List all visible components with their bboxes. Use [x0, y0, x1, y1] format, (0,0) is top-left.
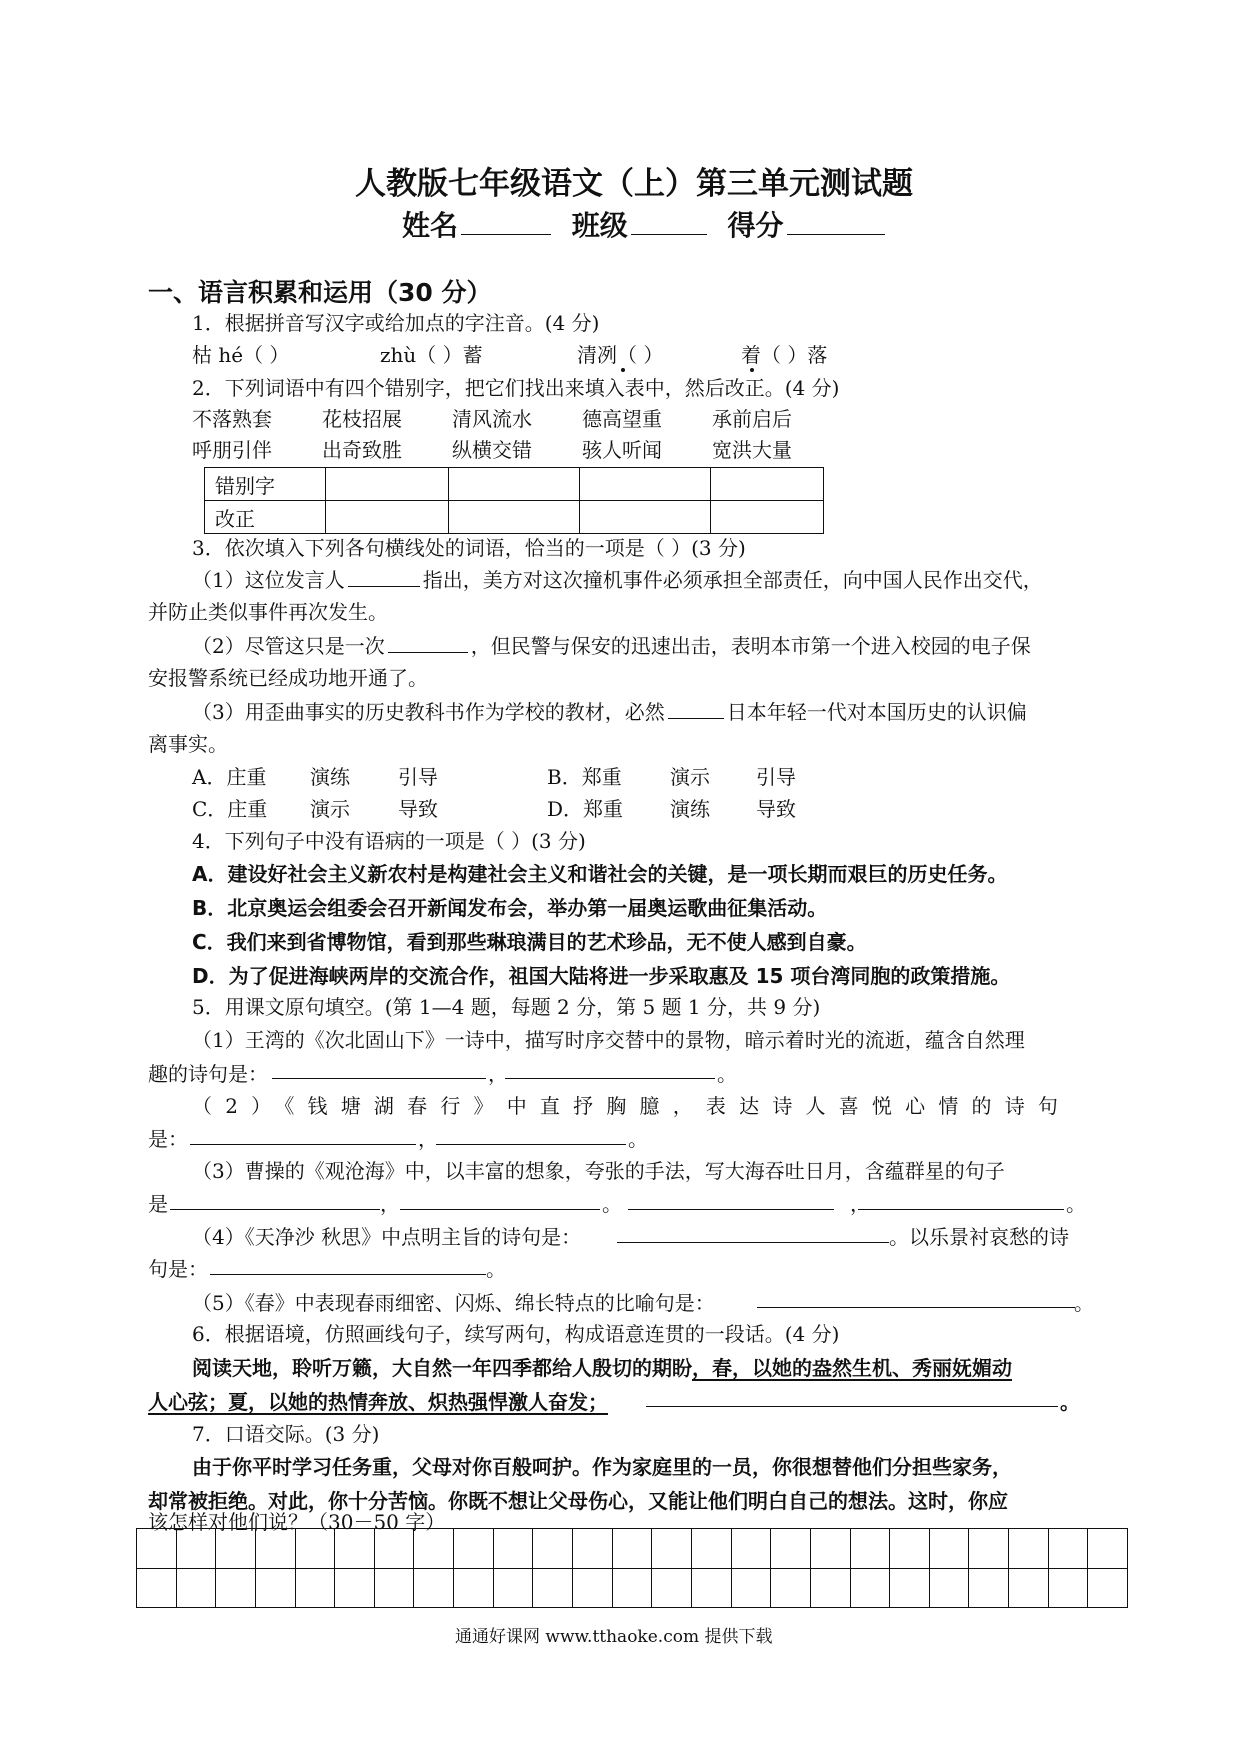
grid-cell[interactable] [811, 1569, 851, 1608]
q6-stem: 6．根据语境，仿照画线句子，续写两句，构成语意连贯的一段话。(4 分) [192, 1322, 840, 1346]
q7-stem: 7．口语交际。(3 分) [192, 1422, 380, 1446]
score-field[interactable] [787, 214, 885, 235]
grid-cell[interactable] [851, 1529, 891, 1568]
fill-blank[interactable] [348, 566, 420, 587]
grid-cell[interactable] [1088, 1569, 1127, 1608]
word-item: 花枝招展 [322, 407, 402, 431]
score-label: 得分 [727, 209, 784, 242]
fill-blank[interactable] [668, 698, 724, 719]
name-field[interactable] [461, 214, 551, 235]
table-row [205, 468, 824, 501]
q7-paragraph: 由于你平时学习任务重，父母对你百般呵护。作为家庭里的一员，你很想替他们分担些家务， [192, 1455, 1012, 1479]
fill-blank[interactable] [388, 632, 468, 653]
grid-cell[interactable] [1088, 1529, 1127, 1568]
grid-cell[interactable] [1049, 1569, 1089, 1608]
underlined-sentence: ，春，以她的盎然生机、秀丽妩媚动 [692, 1356, 1012, 1380]
grid-cell[interactable] [969, 1569, 1009, 1608]
grid-cell[interactable] [177, 1529, 217, 1568]
q3-sentence: （1）这位发言人 指出，美方对这次撞机事件必须承担全部责任，向中国人民作出交代， [192, 568, 1043, 592]
q6-context: 阅读天地，聆听万籁，大自然一年四季都给人殷切的期盼，春，以她的盎然生机、秀丽妩媚动 [192, 1356, 1012, 1380]
fill-blank[interactable] [617, 1240, 889, 1243]
q1-item: zhù（ ）蓄 [380, 343, 483, 367]
fill-blank[interactable] [858, 1207, 1064, 1210]
q1-stem: 1．根据拼音写汉字或给加点的字注音。(4 分) [192, 311, 600, 335]
page-title: 人教版七年级语文（上）第三单元测试题 [355, 166, 913, 202]
grid-cell[interactable] [890, 1569, 930, 1608]
correction-table [204, 467, 824, 534]
answer-cell[interactable] [449, 468, 580, 501]
answer-cell[interactable] [580, 501, 711, 534]
word-item: 清风流水 [452, 407, 532, 431]
grid-cell[interactable] [1049, 1529, 1089, 1568]
word-item: 宽洪大量 [712, 438, 792, 462]
grid-cell[interactable] [375, 1569, 415, 1608]
fill-blank[interactable] [190, 1142, 416, 1145]
option-b: 引导 [756, 765, 796, 789]
option-c: 导致 [398, 797, 438, 821]
word-item: 呼朋引伴 [192, 438, 272, 462]
fill-blank[interactable] [505, 1076, 715, 1079]
q5-sentence: 。以乐景衬哀愁的诗 [889, 1225, 1069, 1249]
grid-cell[interactable] [256, 1569, 296, 1608]
class-field[interactable] [631, 214, 707, 235]
period: 。 [1066, 1192, 1086, 1216]
word-item: 承前启后 [712, 407, 792, 431]
fill-blank[interactable] [436, 1142, 626, 1145]
q3-sentence: 并防止类似事件再次发生。 [148, 600, 388, 624]
fill-blank[interactable] [646, 1404, 1058, 1407]
grid-cell[interactable] [454, 1529, 494, 1568]
option-b[interactable]: B．北京奥运会组委会召开新闻发布会，举办第一届奥运歌曲征集活动。 [192, 896, 828, 920]
grid-cell[interactable] [613, 1569, 653, 1608]
fill-blank[interactable] [210, 1272, 486, 1275]
q6-context [148, 1386, 608, 1415]
answer-cell[interactable] [711, 501, 824, 534]
period: 。 [1060, 1390, 1080, 1414]
option-a[interactable]: A．庄重 [192, 765, 267, 789]
grid-cell[interactable] [256, 1529, 296, 1568]
grid-cell[interactable] [533, 1569, 573, 1608]
grid-cell[interactable] [216, 1569, 256, 1608]
q3-sentence: （2）尽管这只是一次 ，但民警与保安的迅速出击，表明本市第一个进入校园的电子保 [192, 634, 1031, 658]
q5-stem: 5．用课文原句填空。(第 1—4 题，每题 2 分，第 5 题 1 分，共 9 分) [192, 995, 821, 1019]
grid-cell[interactable] [732, 1569, 772, 1608]
period: 。 [602, 1192, 622, 1216]
grid-cell[interactable] [692, 1569, 732, 1608]
grid-cell[interactable] [771, 1569, 811, 1608]
q2-stem: 2．下列词语中有四个错别字，把它们找出来填入表中，然后改正。(4 分) [192, 376, 840, 400]
grid-cell[interactable] [494, 1569, 534, 1608]
period: 。 [717, 1062, 737, 1086]
q5-sentence: （2）《钱塘湖春行》中直抒胸臆，表达诗人喜悦心情的诗句 [192, 1094, 1072, 1118]
comma: ， [850, 1192, 870, 1216]
grid-cell[interactable] [573, 1529, 613, 1568]
footer-text: 通通好课网 www.tthaoke.com 提供下载 [455, 1627, 773, 1647]
q7-paragraph: 却常被拒绝。对此，你十分苦恼。你既不想让父母伤心，又能让他们明白自己的想法。这时，你应 [148, 1489, 1008, 1513]
option-b[interactable]: B．郑重 [547, 765, 622, 789]
comma: ， [418, 1127, 438, 1151]
grid-cell[interactable] [851, 1569, 891, 1608]
word-item: 纵横交错 [452, 438, 532, 462]
q3-sentence: （3）用歪曲事实的历史教科书作为学校的教材，必然 日本年轻一代对本国历史的认识偏 [192, 700, 1027, 724]
underlined-sentence: 人心弦；夏，以她的热情奔放、炽热强悍激人奋发； [148, 1390, 608, 1414]
option-a: 演练 [310, 765, 350, 789]
option-b: 演示 [670, 765, 710, 789]
grid-cell[interactable] [930, 1529, 970, 1568]
grid-cell[interactable] [494, 1529, 534, 1568]
row-label: 错别字 [205, 468, 326, 501]
fill-blank[interactable] [757, 1305, 1075, 1308]
word-item: 不落熟套 [192, 407, 272, 431]
option-d: 演练 [670, 797, 710, 821]
q5-sentence: 趣的诗句是： [148, 1062, 268, 1086]
word-item: 德高望重 [582, 407, 662, 431]
grid-cell[interactable] [969, 1529, 1009, 1568]
q1-item: 清冽（ ） [577, 343, 664, 367]
word-item: 骇人听闻 [582, 438, 662, 462]
grid-cell[interactable] [1009, 1529, 1049, 1568]
grid-cell[interactable] [930, 1569, 970, 1608]
grid-cell[interactable] [335, 1529, 375, 1568]
name-label: 姓名 [402, 209, 459, 242]
fill-blank[interactable] [628, 1207, 834, 1210]
grid-cell[interactable] [652, 1569, 692, 1608]
grid-cell[interactable] [137, 1529, 177, 1568]
option-d: 导致 [756, 797, 796, 821]
q3-sentence: 安报警系统已经成功地开通了。 [148, 666, 428, 690]
grid-cell[interactable] [573, 1569, 613, 1608]
grid-cell[interactable] [613, 1529, 653, 1568]
q5-sentence: （3）曹操的《观沧海》中，以丰富的想象，夸张的手法，写大海吞吐日月，含蕴群星的句子 [192, 1159, 1005, 1183]
option-c: 演示 [310, 797, 350, 821]
option-a[interactable]: A．建设好社会主义新农村是构建社会主义和谐社会的关键，是一项长期而艰巨的历史任务。 [192, 862, 1008, 886]
q4-stem: 4．下列句子中没有语病的一项是（ ）(3 分) [192, 829, 586, 853]
period: 。 [1074, 1291, 1094, 1315]
grid-cell[interactable] [1009, 1569, 1049, 1608]
row-label: 改正 [205, 501, 326, 534]
q3-stem: 3．依次填入下列各句横线处的词语，恰当的一项是（ ）(3 分) [192, 536, 746, 560]
grid-cell[interactable] [296, 1569, 336, 1608]
answer-cell[interactable] [711, 468, 824, 501]
option-c[interactable]: C．庄重 [192, 797, 268, 821]
period: 。 [628, 1127, 648, 1151]
student-info-line [402, 204, 888, 244]
grid-cell[interactable] [335, 1569, 375, 1608]
answer-cell[interactable] [580, 468, 711, 501]
q1-item: 枯 hé（ ） [192, 343, 290, 367]
fill-blank[interactable] [400, 1207, 600, 1210]
answer-cell[interactable] [326, 501, 449, 534]
grid-cell[interactable] [811, 1529, 851, 1568]
grid-cell[interactable] [137, 1569, 177, 1608]
grid-cell[interactable] [652, 1529, 692, 1568]
grid-cell[interactable] [414, 1569, 454, 1608]
option-d[interactable]: D．为了促进海峡两岸的交流合作，祖国大陆将进一步采取惠及 15 项台湾同胞的政策措施。 [192, 964, 1011, 988]
q5-sentence: 是： [148, 1127, 188, 1151]
grid-row [137, 1569, 1127, 1608]
comma: ， [380, 1192, 400, 1216]
option-a: 引导 [398, 765, 438, 789]
table-row [205, 501, 824, 534]
class-label: 班级 [571, 209, 628, 242]
answer-grid[interactable] [136, 1528, 1128, 1608]
grid-cell[interactable] [177, 1569, 217, 1608]
q5-sentence: （5）《春》中表现春雨细密、闪烁、绵长特点的比喻句是： [192, 1291, 715, 1315]
comma: ， [488, 1062, 508, 1086]
grid-cell[interactable] [692, 1529, 732, 1568]
grid-cell[interactable] [454, 1569, 494, 1608]
grid-row [137, 1529, 1127, 1569]
q5-sentence: （1）王湾的《次北固山下》一诗中，描写时序交替中的景物，暗示着时光的流逝，蕴含自然理 [192, 1028, 1025, 1052]
period: 。 [486, 1257, 506, 1281]
grid-cell[interactable] [375, 1529, 415, 1568]
fill-blank[interactable] [272, 1076, 486, 1079]
grid-cell[interactable] [771, 1529, 811, 1568]
fill-blank[interactable] [170, 1207, 380, 1210]
q3-sentence: 离事实。 [148, 732, 228, 756]
q5-sentence: 是 [148, 1192, 168, 1216]
option-c[interactable]: C．我们来到省博物馆，看到那些琳琅满目的艺术珍品，无不使人感到自豪。 [192, 930, 867, 954]
q5-sentence: 句是： [148, 1257, 208, 1281]
section-heading: 一、语言积累和运用（30 分） [148, 278, 492, 307]
option-d[interactable]: D．郑重 [547, 797, 624, 821]
grid-cell[interactable] [732, 1529, 772, 1568]
grid-cell[interactable] [414, 1529, 454, 1568]
grid-cell[interactable] [890, 1529, 930, 1568]
q7-paragraph: 该怎样对他们说？（30－50 字） [148, 1510, 446, 1534]
answer-cell[interactable] [449, 501, 580, 534]
grid-cell[interactable] [216, 1529, 256, 1568]
q5-sentence: （4）《天净沙 秋思》中点明主旨的诗句是： [192, 1225, 582, 1249]
answer-cell[interactable] [326, 468, 449, 501]
grid-cell[interactable] [533, 1529, 573, 1568]
word-item: 出奇致胜 [322, 438, 402, 462]
grid-cell[interactable] [296, 1529, 336, 1568]
q1-item: 着（ ）落 [741, 343, 828, 367]
